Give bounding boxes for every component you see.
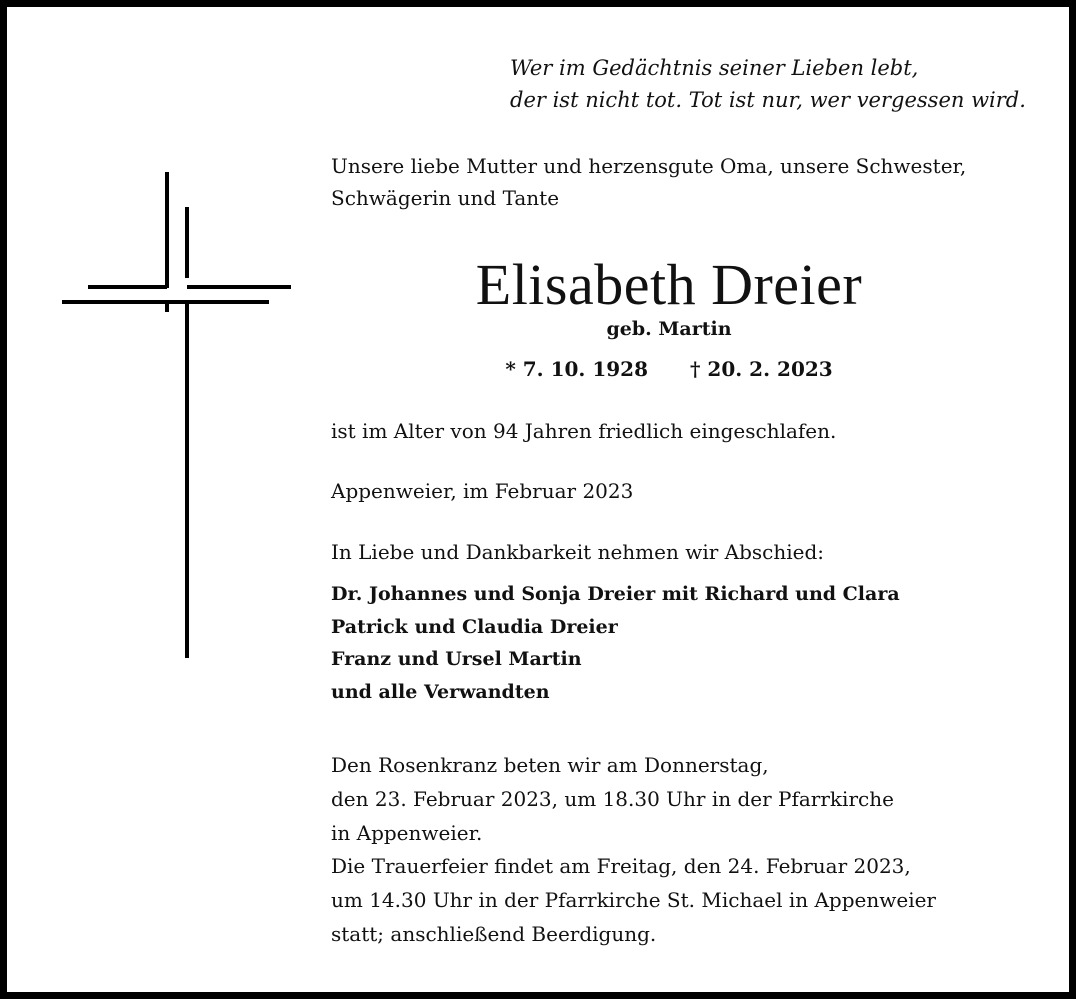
- funeral-service-notice: [331, 849, 936, 951]
- service-line-2: um 14.30 Uhr in der Pfarrkirche St. Michael in Appenweier: [331, 888, 936, 912]
- mourners-list: [331, 578, 900, 708]
- farewell-statement: In Liebe und Dankbarkeit nehmen wir Abschied:: [331, 540, 824, 564]
- intro-line-1: Unsere liebe Mutter und herzensgute Oma, unsere Schwester,: [331, 154, 967, 178]
- mourner-line: Franz und Ursel Martin: [331, 648, 582, 670]
- mourner-line: und alle Verwandten: [331, 680, 550, 703]
- rosary-line-2: den 23. Februar 2023, um 18.30 Uhr in der Pfarrkirche: [331, 787, 894, 811]
- service-line-1: Die Trauerfeier findet am Freitag, den 24. Februar 2023,: [331, 854, 911, 878]
- birth-name: geb. Martin: [606, 318, 732, 340]
- rosary-line-1: Den Rosenkranz beten wir am Donnerstag,: [331, 753, 769, 777]
- life-dates: [331, 354, 1007, 384]
- double-line-cross-icon: [60, 170, 295, 662]
- age-statement: ist im Alter von 94 Jahren friedlich eingeschlafen.: [331, 419, 837, 443]
- memorial-quote-line-2: der ist nicht tot. Tot ist nur, wer vergessen wird.: [510, 88, 1026, 112]
- mourner-line: Patrick und Claudia Dreier: [331, 615, 618, 638]
- intro-text: [331, 150, 966, 214]
- deceased-name: Elisabeth Dreier: [475, 252, 863, 317]
- mourner-line: Dr. Johannes und Sonja Dreier mit Richard und Clara: [331, 583, 900, 605]
- service-line-3: statt; anschließend Beerdigung.: [331, 922, 657, 946]
- place-and-date: Appenweier, im Februar 2023: [331, 479, 634, 503]
- death-date: † 20. 2. 2023: [690, 357, 833, 381]
- rosary-notice: [331, 748, 894, 850]
- intro-line-2: Schwägerin und Tante: [331, 186, 560, 210]
- birth-date: * 7. 10. 1928: [505, 357, 648, 381]
- memorial-quote-line-1: Wer im Gedächtnis seiner Lieben lebt,: [510, 56, 919, 80]
- rosary-line-3: in Appenweier.: [331, 821, 483, 845]
- memorial-quote: [510, 52, 1026, 116]
